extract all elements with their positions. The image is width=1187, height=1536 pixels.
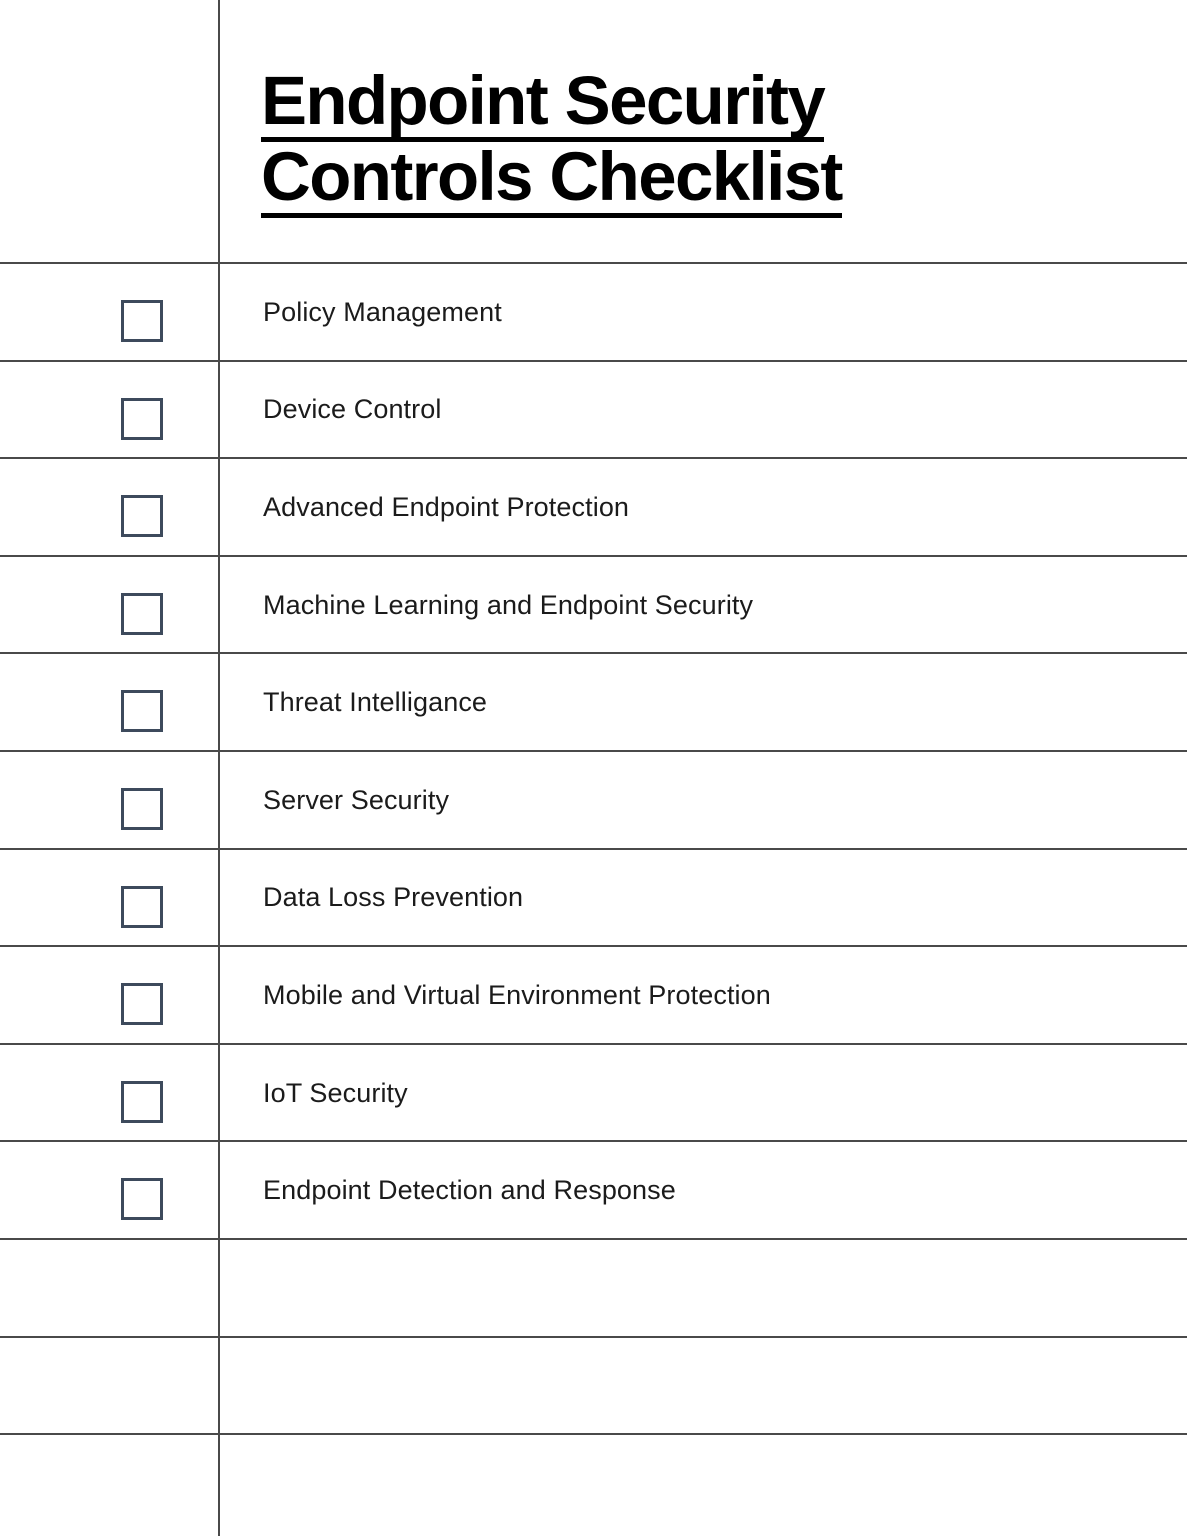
checkbox-cell (0, 1338, 218, 1434)
checkbox-cell (0, 947, 218, 1043)
page-title-line-1-text: Endpoint Security (261, 66, 824, 142)
table-row[interactable] (0, 945, 1187, 1043)
table-row[interactable] (0, 848, 1187, 946)
list-item-label: Machine Learning and Endpoint Security (263, 589, 754, 620)
checkbox-cell (0, 1240, 218, 1336)
page-header (0, 0, 1187, 262)
list-item-label: Endpoint Detection and Response (263, 1175, 676, 1206)
label-cell (220, 1338, 1187, 1434)
checkbox-icon[interactable] (121, 983, 163, 1025)
table-row[interactable] (0, 1140, 1187, 1238)
checklist-rows (0, 262, 1187, 1531)
checkbox-icon[interactable] (121, 690, 163, 732)
list-item-label: Mobile and Virtual Environment Protection (263, 979, 771, 1010)
list-item-label: Threat Intelligance (263, 687, 488, 718)
checkbox-cell (0, 264, 218, 360)
checkbox-icon[interactable] (121, 1081, 163, 1123)
checkbox-cell (0, 1142, 218, 1238)
table-row[interactable] (0, 262, 1187, 360)
label-cell (220, 1435, 1187, 1531)
list-item-label: Data Loss Prevention (263, 882, 524, 913)
page-title (261, 62, 1121, 218)
checkbox-icon[interactable] (121, 1178, 163, 1220)
list-item-label: Server Security (263, 784, 450, 815)
checkbox-icon[interactable] (121, 300, 163, 342)
label-cell (220, 459, 1187, 555)
checkbox-cell (0, 1435, 218, 1531)
checkbox-icon[interactable] (121, 886, 163, 928)
table-row[interactable] (0, 457, 1187, 555)
checkbox-cell (0, 654, 218, 750)
label-cell (220, 557, 1187, 653)
checkbox-icon[interactable] (121, 398, 163, 440)
table-row[interactable] (0, 1043, 1187, 1141)
page-title-line-1 (261, 62, 1121, 142)
table-row-blank[interactable] (0, 1433, 1187, 1531)
checkbox-icon[interactable] (121, 788, 163, 830)
label-cell (220, 1045, 1187, 1141)
table-row[interactable] (0, 652, 1187, 750)
list-item-label: Device Control (263, 394, 442, 425)
table-row[interactable] (0, 360, 1187, 458)
label-cell (220, 1142, 1187, 1238)
list-item-label: Advanced Endpoint Protection (263, 491, 630, 522)
label-cell (220, 264, 1187, 360)
page-title-line-2 (261, 138, 1121, 218)
label-cell (220, 947, 1187, 1043)
checkbox-cell (0, 557, 218, 653)
checkbox-cell (0, 362, 218, 458)
table-row[interactable] (0, 750, 1187, 848)
checkbox-cell (0, 1045, 218, 1141)
label-cell (220, 752, 1187, 848)
table-row-blank[interactable] (0, 1336, 1187, 1434)
table-row-blank[interactable] (0, 1238, 1187, 1336)
label-cell (220, 654, 1187, 750)
label-cell (220, 850, 1187, 946)
checkbox-icon[interactable] (121, 593, 163, 635)
checkbox-cell (0, 752, 218, 848)
list-item-label: IoT Security (263, 1077, 408, 1108)
label-cell (220, 1240, 1187, 1336)
label-cell (220, 362, 1187, 458)
checkbox-cell (0, 850, 218, 946)
checkbox-cell (0, 459, 218, 555)
table-row[interactable] (0, 555, 1187, 653)
list-item-label: Policy Management (263, 296, 502, 327)
checkbox-icon[interactable] (121, 495, 163, 537)
page-title-line-2-text: Controls Checklist (261, 142, 842, 218)
